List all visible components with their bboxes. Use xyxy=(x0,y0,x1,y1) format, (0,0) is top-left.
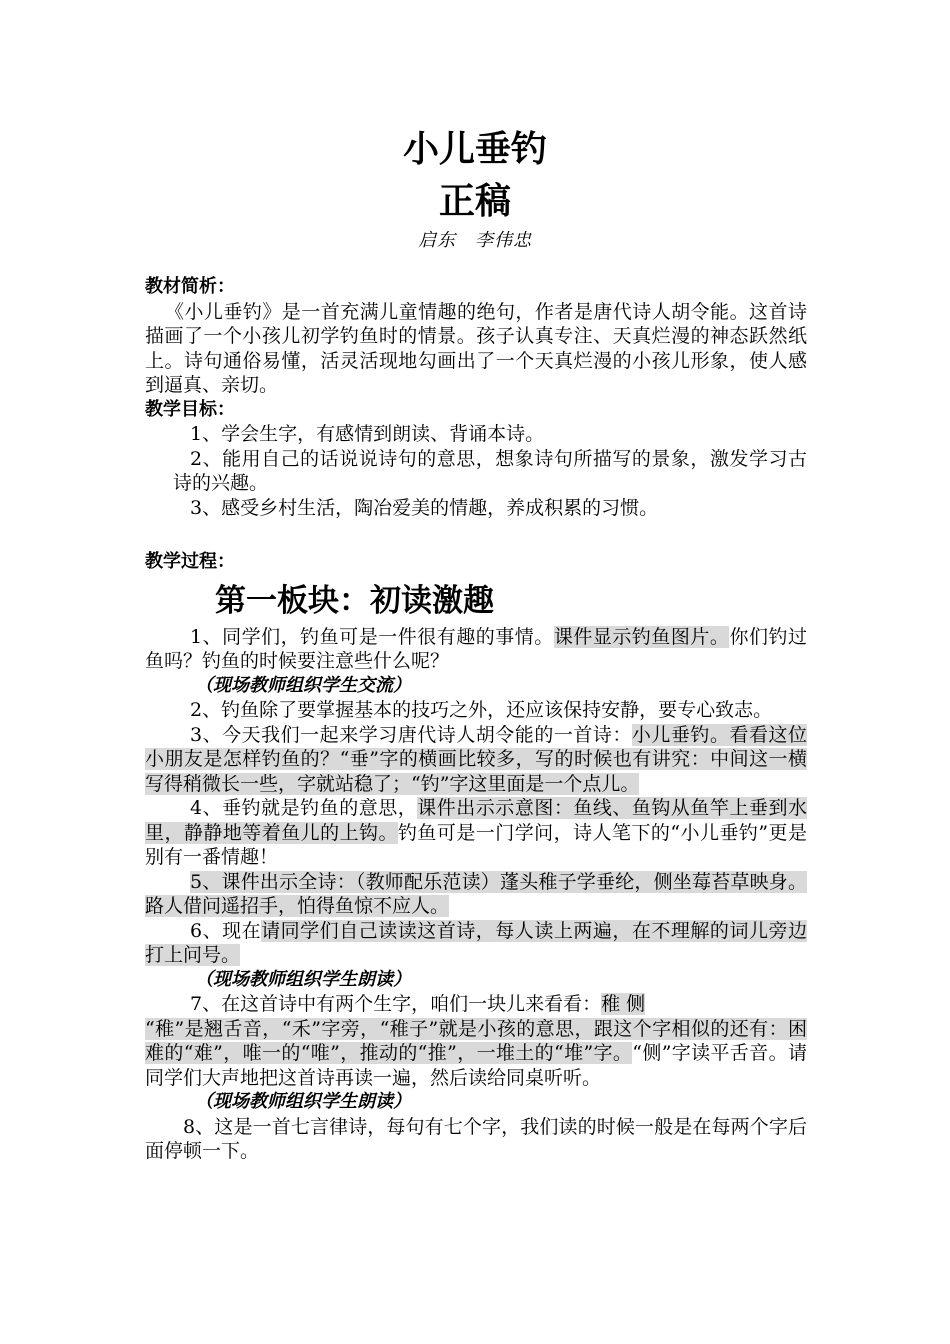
step-7-chars: 稚 侧 xyxy=(601,993,646,1015)
step-3-text: 3、今天我们一起来学习唐代诗人胡令能的一首诗： xyxy=(190,723,632,746)
step-1 xyxy=(145,625,807,674)
process-heading: 教学过程： xyxy=(145,551,235,572)
step-5 xyxy=(145,870,807,919)
step-4-text-b: 钓鱼可是一门学问，诗人笔下的“小儿垂钓”更是别有一番情趣！ xyxy=(145,821,807,868)
step-1-highlight: 课件显示钓鱼图片。 xyxy=(553,625,730,648)
author-line: 启东 李伟忠 xyxy=(418,230,532,251)
step-7-text: 7、在这首诗中有两个生字，咱们一块儿来看看： xyxy=(190,993,602,1015)
step-1-text: 1、同学们，钓鱼可是一件很有趣的事情。 xyxy=(190,625,554,648)
step-6-highlight: 请同学们自己读读这首诗，每人读上两遍，在不理解的词儿旁边打上问号。 xyxy=(145,919,807,966)
block-title: 第一板块：初读激趣 xyxy=(215,582,494,619)
material-heading: 教材简析： xyxy=(145,276,235,297)
step-5-highlight: 5、课件出示全诗：（教师配乐范读）蓬头稚子学垂纶，侧坐莓苔草映身。路人借问遥招手，怕得鱼惊不应人。 xyxy=(145,870,807,917)
step-7 xyxy=(145,992,807,1017)
step-8-wrap xyxy=(145,1115,807,1162)
live-note-1: （现场教师组织学生交流） xyxy=(195,674,411,696)
goal-item-1: 1、学会生字，有感情到朗读、背诵本诗。 xyxy=(190,423,545,445)
step-3 xyxy=(145,723,807,797)
step-4-text: 4、垂钓就是钓鱼的意思， xyxy=(190,797,418,819)
document-subtitle: 正稿 xyxy=(438,181,511,222)
goal-item-3: 3、感受乡村生活，陶冶爱美的情趣，养成积累的习惯。 xyxy=(190,496,659,519)
material-text: 《小儿垂钓》是一首充满儿童情趣的绝句，作者是唐代诗人胡令能。这首诗描画了一个小孩儿初学钓鱼时的情景。孩子认真专注、天真烂漫的神态跃然纸上。诗句通俗易懂，活灵活现地勾画出了一个天真烂漫的小孩儿形象，使人感到逼真、亲切。 xyxy=(145,300,807,396)
goals-heading: 教学目标： xyxy=(145,398,235,420)
live-note-3: （现场教师组织学生朗读） xyxy=(195,1091,411,1112)
goal-item-2: 2、能用自己的话说说诗句的意思，想象诗句所描写的景象，激发学习古诗的兴趣。 xyxy=(173,447,807,494)
step-6-text: 6、现在 xyxy=(190,919,262,942)
step-7-cont xyxy=(145,1017,807,1091)
process-section xyxy=(145,550,807,1162)
document-title: 小儿垂钓 xyxy=(402,129,547,170)
step-7-highlight: “稚”是翘舌音，“禾”字旁，“稚子”就是小孩的意思，跟这个字相似的还有：困难的“难”，唯一的“唯”，推动的“推”，一堆土的“堆”字。 xyxy=(145,1017,807,1064)
step-6 xyxy=(145,919,807,968)
step-7-text-b: “侧”字读平舌音。请同学们大声地把这首诗再读一遍，然后读给同桌听听。 xyxy=(145,1042,807,1089)
step-4-highlight: 课件出示示意图：鱼线、鱼钩从鱼竿上垂到水里，静静地等着鱼儿的上钩。 xyxy=(145,797,807,844)
step-1-text-b: 你们钓过鱼吗？钓鱼的时候要注意些什么呢？ xyxy=(145,625,807,672)
step-8: 8、这是一首七言律诗，每句有七个字，我们读的时候一般是在每两个字后面停顿一下。 xyxy=(145,1115,807,1162)
step-3-highlight: 小儿垂钓。看看这位小朋友是怎样钓鱼的？“垂”字的横画比较多，写的时候也有讲究：中间这一横写得稍微长一些，字就站稳了；“钓”字这里面是一个点儿。 xyxy=(145,723,807,795)
intro-section xyxy=(145,275,807,520)
step-4 xyxy=(145,796,807,870)
live-note-2: （现场教师组织学生朗读） xyxy=(195,968,411,990)
step-2: 2、钓鱼除了要掌握基本的技巧之外，还应该保持安静，要专心致志。 xyxy=(190,699,773,721)
